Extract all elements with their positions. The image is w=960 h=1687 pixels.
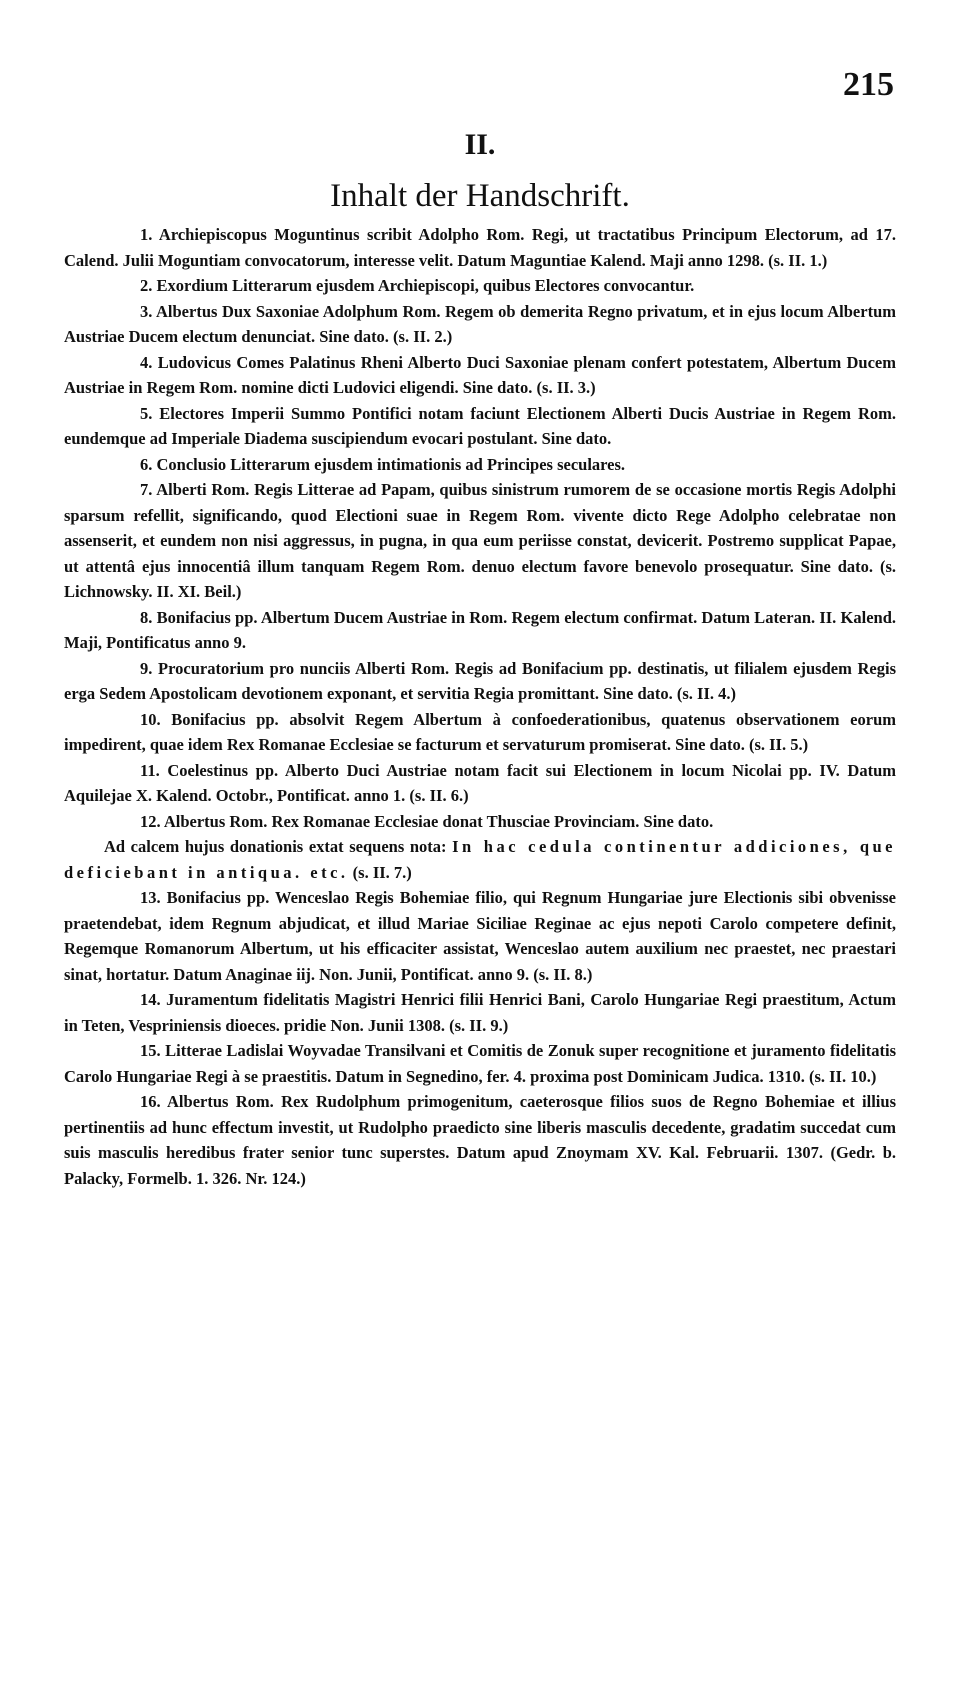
list-item: 7. Alberti Rom. Regis Litterae ad Papam, quibus sinistrum rumorem de se occasione mortis Regis Adolphi sparsum refellit, significando, quod Electioni suae in Regem Rom. vivente dicto Rege Adolpho celebratae non assenserit, et eundem non nisi aggressus, in pugna, in qua eum periisse constat, devicerit. Postremo supplicat Papae, ut attentâ ejus innocentiâ illum tanquam Regem Rom. denuo electum favore benevolo prosequatur. Sine dato. (s. Lichnowsky. II. XI. Beil.) <box>64 480 896 601</box>
entry-list <box>64 222 896 1191</box>
page-title: Inhalt der Handschrift. <box>330 178 630 214</box>
list-item-note <box>64 834 896 885</box>
note-reference: (s. II. 7.) <box>348 862 412 882</box>
list-item: 9. Procuratorium pro nunciis Alberti Rom. Regis ad Bonifacium pp. destinatis, ut filialem ejusdem Regis erga Sedem Apostolicam devotionem exponant, et servitia Regia promittant. Sine dato. (s. II. 4.) <box>64 658 896 703</box>
list-item: 14. Juramentum fidelitatis Magistri Henrici filii Henrici Bani, Carolo Hungariae Regi praestitum, Actum in Teten, Vespriniensis dioeces. pridie Non. Junii 1308. (s. II. 9.) <box>64 990 896 1035</box>
list-item: 10. Bonifacius pp. absolvit Regem Albertum à confoederationibus, quatenus observationem eorum impedirent, quae idem Rex Romanae Ecclesiae se facturum et servaturum promiserat. Sine dato. (s. II. 5.) <box>64 709 896 754</box>
list-item: 12. Albertus Rom. Rex Romanae Ecclesiae donat Thusciae Provinciam. Sine dato. <box>140 811 714 831</box>
list-item: 1. Archiepiscopus Moguntinus scribit Adolpho Rom. Regi, ut tractatibus Principum Electorum, ad 17. Calend. Julii Moguntiam convocatorum, interesse velit. Datum Maguntiae Kalend. Maji anno 1298. (s. II. 1.) <box>64 225 896 270</box>
list-item: 3. Albertus Dux Saxoniae Adolphum Rom. Regem ob demerita Regno privatum, et in ejus locum Albertum Austriae Ducem electum denunciat. Sine dato. (s. II. 2.) <box>64 301 896 346</box>
list-item: 13. Bonifacius pp. Wenceslao Regis Bohemiae filio, qui Regnum Hungariae jure Electionis sibi obvenisse praetendebat, idem Regnum abjudicat, et illud Mariae Siciliae Reginae ac ejus nepoti Carolo competere definit, Regemque Romanorum Albertum, ut his efficaciter assistat, Wenceslao autem auxilium nec praestet, nec praestari sinat, hortatur. Datum Anaginae iij. Non. Junii, Pontificat. anno 9. (s. II. 8.) <box>64 888 896 984</box>
note-quotation: In hac cedula continentur addiciones, que deficiebant in antiqua. etc. <box>64 837 897 882</box>
list-item: 5. Electores Imperii Summo Pontifici notam faciunt Electionem Alberti Ducis Austriae in Regem Rom. eundemque ad Imperiale Diadema suscipiendum evocari postulant. Sine dato. <box>64 403 896 448</box>
list-item: 11. Coelestinus pp. Alberto Duci Austriae notam facit sui Electionem in locum Nicolai pp. IV. Datum Aquilejae X. Kalend. Octobr., Pontificat. anno 1. (s. II. 6.) <box>64 760 896 805</box>
list-item: 8. Bonifacius pp. Albertum Ducem Austriae in Rom. Regem electum confirmat. Datum Lateran. II. Kalend. Maji, Pontificatus anno 9. <box>64 607 896 652</box>
section-number: II. <box>464 128 496 161</box>
page-number: 215 <box>843 66 894 103</box>
list-item: 6. Conclusio Litterarum ejusdem intimationis ad Principes seculares. <box>140 454 626 474</box>
list-item: 4. Ludovicus Comes Palatinus Rheni Alberto Duci Saxoniae plenam confert potestatem, Albertum Ducem Austriae in Regem Rom. nomine dicti Ludovici eligendi. Sine dato. (s. II. 3.) <box>64 352 896 397</box>
list-item: 15. Litterae Ladislai Woyvadae Transilvani et Comitis de Zonuk super recognitione et juramento fidelitatis Carolo Hungariae Regi à se praestitis. Datum in Segnedino, fer. 4. proxima post Dominicam Judica. 1310. (s. II. 10.) <box>64 1041 896 1086</box>
list-item: 16. Albertus Rom. Rex Rudolphum primogenitum, caeterosque filios suos de Regno Bohemiae et illius pertinentiis ad hunc effectum investit, ut Rudolpho praedicto sine liberis masculis decedente, gradatim succedat cum suis masculis heredibus frater senior tunc superstes. Datum apud Znoymam XV. Kal. Februarii. 1307. (Gedr. b. Palacky, Formelb. 1. 326. Nr. 124.) <box>64 1092 896 1188</box>
note-intro: Ad calcem hujus donationis extat sequens nota: <box>104 837 453 856</box>
list-item: 2. Exordium Litterarum ejusdem Archiepiscopi, quibus Electores convocantur. <box>140 276 695 295</box>
